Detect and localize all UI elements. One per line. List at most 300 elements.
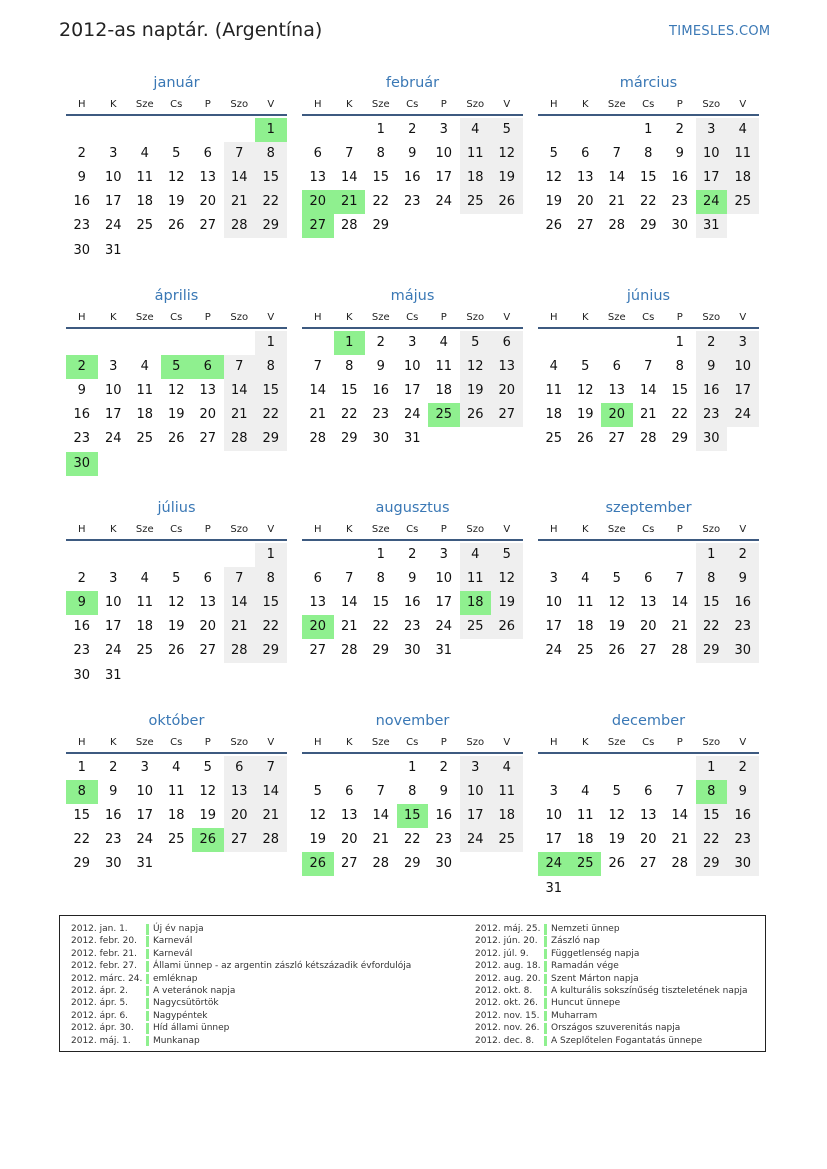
month-title: október [148, 713, 205, 729]
day-cell: 21 [224, 403, 256, 427]
day-cell: 17 [104, 619, 122, 635]
day-cell: 29 [255, 639, 287, 663]
holiday-name: Állami ünnep - az argentin zászló kétszázadik évfordulója [153, 961, 412, 972]
holiday-date: 2012. ápr. 5. [71, 998, 129, 1009]
weekday-label: V [267, 737, 275, 748]
day-cell: 5 [172, 146, 181, 162]
day-cell: 1 [408, 760, 417, 775]
page-title: 2012-as naptár. (Argentína) [59, 19, 323, 41]
day-cell: 4 [727, 118, 759, 142]
day-cell: 11 [545, 383, 563, 399]
holiday-marker [544, 1011, 547, 1022]
weekday-label: H [77, 737, 86, 748]
day-cell: 2 [109, 760, 118, 775]
day-cell: 20 [639, 619, 657, 635]
day-cell: 9 [675, 146, 684, 162]
day-cell: 31 [435, 643, 453, 659]
day-cell: 5 [491, 118, 523, 142]
weekday-label: P [440, 737, 447, 748]
day-cell: 21 [224, 615, 256, 639]
day-cell: 8 [675, 359, 684, 375]
holiday-name: Munkanap [153, 1035, 200, 1046]
day-grid [66, 541, 287, 687]
day-cell: 27 [639, 643, 657, 659]
day-cell: 24 [435, 619, 453, 635]
brand-link[interactable]: TIMESLES.COM [669, 24, 771, 39]
holiday-date: 2012. máj. 25. [475, 924, 541, 934]
day-cell: 9 [727, 780, 759, 804]
day-cell: 5 [581, 359, 590, 375]
weekday-label: K [345, 312, 353, 323]
day-cell: 4 [581, 571, 590, 587]
day-cell: 13 [340, 808, 358, 824]
day-cell: 28 [340, 643, 358, 659]
month-title: február [385, 75, 440, 91]
day-cell: 15 [696, 804, 728, 828]
day-cell: 23 [372, 407, 390, 423]
day-cell: 22 [671, 407, 689, 423]
day-cell: 6 [313, 146, 322, 162]
day-cell: 18 [167, 808, 185, 824]
holiday-date: 2012. márc. 24. [71, 973, 143, 984]
day-cell: 14 [608, 170, 626, 186]
weekday-label: Cs [642, 524, 655, 535]
day-cell: 18 [727, 166, 759, 190]
day-cell: 24 [104, 643, 122, 659]
day-cell: 24 [136, 832, 154, 848]
day-cell: 1 [77, 760, 86, 775]
weekday-label: K [109, 99, 117, 110]
day-cell: 2 [408, 547, 417, 562]
day-cell: 16 [727, 804, 759, 828]
holiday-day-cell: 20 [601, 403, 633, 427]
holiday-name: Ramadán vége [551, 961, 619, 972]
month-title: november [375, 713, 450, 729]
weekday-label: Cs [170, 737, 183, 748]
weekday-label: V [739, 312, 747, 323]
day-cell: 13 [608, 383, 626, 399]
day-cell: 15 [671, 383, 689, 399]
weekday-label: Sze [607, 737, 626, 748]
day-cell: 10 [435, 146, 453, 162]
holiday-day-cell: 1 [255, 118, 287, 142]
day-cell: 15 [372, 170, 390, 186]
month-2 [302, 72, 523, 262]
weekday-label: Sze [607, 99, 626, 110]
holiday-date: 2012. dec. 8. [475, 1035, 535, 1046]
holiday-name: A veteránok napja [153, 985, 236, 996]
holiday-name: Zászló nap [551, 936, 600, 947]
weekday-header [66, 311, 287, 329]
day-cell: 21 [340, 619, 358, 635]
day-cell: 4 [140, 571, 149, 587]
weekday-label: P [676, 524, 683, 535]
day-cell: 15 [73, 808, 91, 824]
weekday-label: V [739, 99, 747, 110]
holiday-date: 2012. ápr. 2. [71, 985, 129, 996]
day-cell: 7 [345, 571, 354, 587]
day-cell: 23 [727, 828, 759, 852]
weekday-label: H [77, 99, 86, 110]
weekday-label: K [581, 524, 589, 535]
month-title: április [154, 288, 199, 304]
day-cell: 27 [576, 218, 594, 234]
day-cell: 18 [460, 166, 492, 190]
day-cell: 8 [408, 784, 417, 800]
day-cell: 23 [104, 832, 122, 848]
day-cell: 16 [73, 619, 91, 635]
day-cell: 6 [644, 571, 653, 587]
day-cell: 28 [309, 431, 327, 447]
day-cell: 29 [372, 643, 390, 659]
holiday-name: Nemzeti ünnep [551, 924, 620, 934]
holiday-date: 2012. ápr. 30. [71, 1023, 134, 1034]
day-cell: 25 [460, 190, 492, 214]
weekday-label: Cs [406, 312, 419, 323]
day-cell: 28 [639, 431, 657, 447]
day-cell: 15 [255, 379, 287, 403]
day-grid [66, 116, 287, 262]
day-cell: 8 [644, 146, 653, 162]
day-cell: 20 [224, 804, 256, 828]
day-cell: 13 [639, 595, 657, 611]
day-cell: 18 [576, 832, 594, 848]
day-cell: 11 [576, 595, 594, 611]
day-cell: 3 [408, 335, 417, 350]
day-cell: 17 [727, 379, 759, 403]
day-cell: 27 [309, 643, 327, 659]
weekday-label: H [77, 524, 86, 535]
day-cell: 11 [460, 142, 492, 166]
day-cell: 13 [224, 780, 256, 804]
holiday-date: 2012. júl. 9. [475, 948, 529, 959]
holiday-day-cell: 5 [161, 355, 193, 379]
weekday-label: P [440, 524, 447, 535]
day-cell: 26 [167, 431, 185, 447]
day-cell: 4 [172, 760, 181, 775]
day-cell: 18 [545, 407, 563, 423]
day-cell: 2 [696, 331, 728, 355]
day-cell: 9 [77, 170, 86, 186]
day-cell: 16 [403, 595, 421, 611]
day-cell: 4 [549, 359, 558, 375]
day-cell: 27 [340, 856, 358, 872]
holiday-day-cell: 6 [192, 355, 224, 379]
day-cell: 17 [545, 619, 563, 635]
day-cell: 26 [545, 218, 563, 234]
weekday-label: Cs [642, 312, 655, 323]
day-cell: 9 [376, 359, 385, 375]
day-cell: 7 [345, 146, 354, 162]
day-cell: 26 [460, 403, 492, 427]
weekday-header [302, 736, 523, 754]
weekday-label: K [581, 737, 589, 748]
holiday-marker [544, 986, 547, 997]
day-cell: 28 [671, 856, 689, 872]
holiday-date: 2012. nov. 15. [475, 1010, 540, 1021]
day-cell: 6 [203, 571, 212, 587]
holiday-day-cell: 24 [696, 190, 728, 214]
weekday-label: Sze [371, 312, 390, 323]
day-cell: 13 [491, 355, 523, 379]
day-cell: 28 [255, 828, 287, 852]
holiday-date: 2012. okt. 8. [475, 985, 533, 996]
day-cell: 4 [581, 784, 590, 800]
weekday-label: V [739, 737, 747, 748]
day-cell: 14 [340, 595, 358, 611]
holiday-name: Muharram [551, 1010, 598, 1021]
holiday-day-cell: 27 [302, 214, 334, 238]
weekday-label: P [676, 312, 683, 323]
day-cell: 7 [313, 359, 322, 375]
day-cell: 19 [199, 808, 217, 824]
day-cell: 12 [167, 595, 185, 611]
day-cell: 7 [224, 142, 256, 166]
holiday-marker [544, 949, 547, 960]
day-cell: 9 [408, 146, 417, 162]
day-grid [302, 754, 523, 900]
day-cell: 14 [639, 383, 657, 399]
holiday-day-cell: 26 [192, 828, 224, 852]
day-cell: 3 [696, 118, 728, 142]
holiday-day-cell: 25 [570, 852, 602, 876]
day-cell: 3 [439, 122, 448, 137]
weekday-label: P [440, 312, 447, 323]
weekday-label: V [503, 99, 511, 110]
holiday-name: Szent Márton napja [551, 973, 639, 984]
weekday-header [538, 523, 759, 541]
day-cell: 11 [435, 359, 453, 375]
weekday-label: P [440, 99, 447, 110]
weekday-label: Szo [466, 737, 485, 748]
day-cell: 22 [403, 832, 421, 848]
month-3 [538, 72, 759, 262]
weekday-label: Szo [702, 737, 721, 748]
day-cell: 3 [109, 146, 118, 162]
day-cell: 17 [403, 383, 421, 399]
day-cell: 30 [73, 667, 91, 683]
weekday-label: Sze [371, 524, 390, 535]
weekday-label: K [581, 312, 589, 323]
day-cell: 25 [491, 828, 523, 852]
day-cell: 5 [203, 760, 212, 775]
day-cell: 21 [224, 190, 256, 214]
weekday-label: Cs [406, 737, 419, 748]
holiday-date: 2012. ápr. 6. [71, 1010, 129, 1021]
weekday-label: H [77, 312, 86, 323]
day-cell: 10 [136, 784, 154, 800]
day-cell: 3 [140, 760, 149, 775]
day-cell: 12 [460, 355, 492, 379]
day-cell: 23 [73, 431, 91, 447]
day-cell: 13 [309, 170, 327, 186]
month-7 [66, 497, 287, 687]
day-cell: 15 [255, 166, 287, 190]
day-cell: 12 [167, 383, 185, 399]
day-cell: 30 [403, 643, 421, 659]
day-cell: 25 [167, 832, 185, 848]
weekday-label: Cs [170, 524, 183, 535]
day-cell: 30 [727, 639, 759, 663]
day-cell: 6 [644, 784, 653, 800]
day-cell: 5 [491, 543, 523, 567]
day-cell: 23 [435, 832, 453, 848]
day-cell: 17 [104, 194, 122, 210]
day-cell: 6 [313, 571, 322, 587]
day-cell: 29 [255, 214, 287, 238]
weekday-label: H [313, 312, 322, 323]
day-cell: 13 [199, 595, 217, 611]
holiday-day-cell: 20 [302, 615, 334, 639]
day-cell: 4 [140, 146, 149, 162]
weekday-label: H [313, 524, 322, 535]
day-cell: 31 [403, 431, 421, 447]
holiday-name: Nagycsütörtök [153, 998, 219, 1009]
day-cell: 25 [136, 643, 154, 659]
day-cell: 15 [639, 170, 657, 186]
day-cell: 20 [199, 194, 217, 210]
holiday-day-cell: 8 [696, 780, 728, 804]
weekday-label: Cs [642, 737, 655, 748]
day-cell: 19 [167, 194, 185, 210]
day-cell: 28 [224, 427, 256, 451]
weekday-label: Sze [135, 737, 154, 748]
weekday-label: P [676, 99, 683, 110]
day-cell: 24 [104, 218, 122, 234]
weekday-label: Szo [466, 99, 485, 110]
day-cell: 28 [340, 218, 358, 234]
day-cell: 15 [696, 591, 728, 615]
day-cell: 1 [376, 122, 385, 137]
day-cell: 17 [104, 407, 122, 423]
weekday-label: H [549, 312, 558, 323]
holiday-day-cell: 25 [428, 403, 460, 427]
day-cell: 4 [460, 543, 492, 567]
day-cell: 3 [549, 571, 558, 587]
day-cell: 10 [696, 142, 728, 166]
day-cell: 21 [671, 832, 689, 848]
holiday-marker [544, 974, 547, 985]
weekday-header [302, 98, 523, 116]
weekday-header [302, 523, 523, 541]
day-cell: 14 [224, 591, 256, 615]
day-cell: 29 [372, 218, 390, 234]
day-cell: 5 [612, 571, 621, 587]
day-cell: 24 [104, 431, 122, 447]
holiday-date: 2012. okt. 26. [475, 998, 538, 1009]
day-cell: 22 [255, 190, 287, 214]
day-cell: 16 [104, 808, 122, 824]
holiday-marker [544, 998, 547, 1009]
day-cell: 29 [639, 218, 657, 234]
day-cell: 26 [576, 431, 594, 447]
holiday-date: 2012. máj. 1. [71, 1035, 131, 1046]
day-cell: 16 [671, 170, 689, 186]
holiday-date: 2012. febr. 27. [71, 961, 137, 972]
day-cell: 20 [639, 832, 657, 848]
day-cell: 29 [73, 856, 91, 872]
day-cell: 2 [408, 122, 417, 137]
day-cell: 18 [136, 619, 154, 635]
day-cell: 7 [644, 359, 653, 375]
weekday-label: Szo [230, 312, 249, 323]
holiday-day-cell: 20 [302, 190, 334, 214]
holiday-marker [146, 1036, 149, 1047]
weekday-label: Cs [406, 524, 419, 535]
day-cell: 17 [696, 166, 728, 190]
day-grid [538, 116, 759, 262]
weekday-label: Cs [642, 99, 655, 110]
month-5 [302, 285, 523, 475]
holiday-day-cell: 18 [460, 591, 492, 615]
holiday-date: 2012. nov. 26. [475, 1023, 540, 1034]
month-1 [66, 72, 287, 262]
day-cell: 19 [576, 407, 594, 423]
weekday-label: Szo [466, 524, 485, 535]
holiday-name: Országos szuverenitás napja [551, 1023, 681, 1034]
day-cell: 25 [545, 431, 563, 447]
day-cell: 19 [460, 379, 492, 403]
day-grid [538, 541, 759, 687]
holiday-marker [146, 949, 149, 960]
day-cell: 19 [545, 194, 563, 210]
weekday-label: V [267, 312, 275, 323]
day-cell: 18 [136, 407, 154, 423]
day-cell: 5 [172, 571, 181, 587]
day-cell: 22 [696, 828, 728, 852]
month-title: augusztus [375, 500, 450, 516]
day-cell: 9 [727, 567, 759, 591]
day-cell: 1 [255, 543, 287, 567]
day-cell: 16 [435, 808, 453, 824]
day-cell: 23 [727, 615, 759, 639]
day-grid [302, 541, 523, 687]
holiday-date: 2012. jún. 20. [475, 936, 538, 947]
day-cell: 19 [491, 166, 523, 190]
holiday-name: Karnevál [153, 948, 193, 959]
weekday-label: Sze [135, 524, 154, 535]
month-title: július [157, 500, 196, 516]
weekday-header [66, 736, 287, 754]
day-cell: 7 [376, 784, 385, 800]
day-cell: 21 [608, 194, 626, 210]
day-cell: 29 [255, 427, 287, 451]
day-cell: 29 [340, 431, 358, 447]
day-cell: 5 [612, 784, 621, 800]
day-cell: 19 [167, 407, 185, 423]
day-cell: 11 [167, 784, 185, 800]
weekday-label: Cs [170, 99, 183, 110]
day-cell: 14 [224, 166, 256, 190]
day-cell: 2 [727, 543, 759, 567]
holiday-name: Nagypéntek [153, 1010, 208, 1021]
month-8 [302, 497, 523, 687]
day-cell: 6 [491, 331, 523, 355]
day-cell: 12 [167, 170, 185, 186]
day-cell: 30 [435, 856, 453, 872]
holiday-day-cell: 24 [538, 852, 570, 876]
holiday-name: Karnevál [153, 936, 193, 947]
holiday-name: Új év napja [153, 924, 204, 934]
weekday-label: Szo [702, 524, 721, 535]
day-cell: 17 [545, 832, 563, 848]
weekday-label: Sze [135, 312, 154, 323]
day-cell: 24 [545, 643, 563, 659]
month-12 [538, 710, 759, 900]
month-11 [302, 710, 523, 900]
day-cell: 24 [435, 194, 453, 210]
day-cell: 20 [340, 832, 358, 848]
